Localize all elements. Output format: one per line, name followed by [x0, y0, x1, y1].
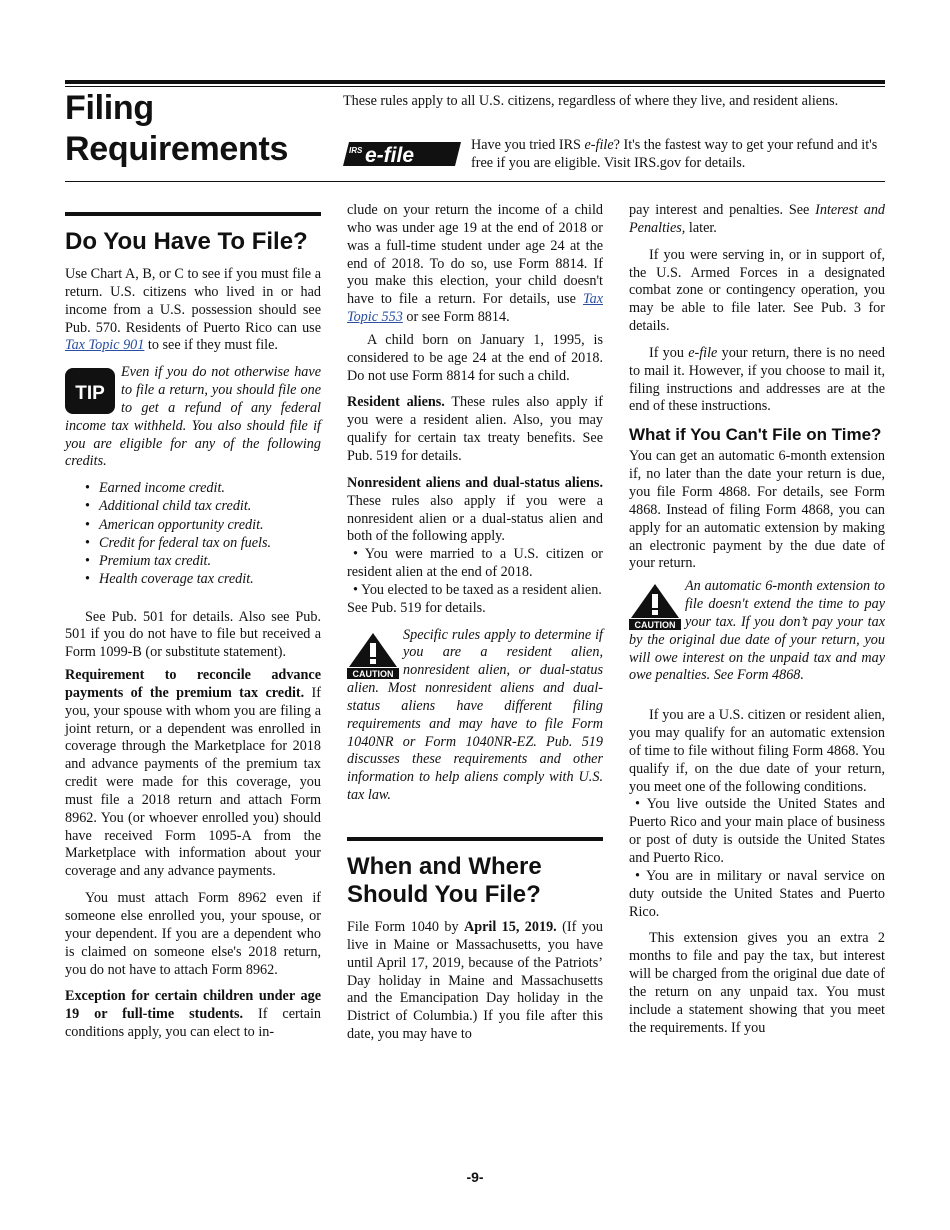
list-item: • Premium tax credit.: [85, 552, 321, 570]
section-heading-when-and-where: When and Where Should You File?: [347, 853, 542, 908]
list-item: • Earned income credit.: [85, 479, 321, 497]
efile-logo-small-text: IRS: [349, 146, 363, 155]
list-item: • Health coverage tax credit.: [85, 570, 321, 588]
list-item: • Credit for federal tax on fuels.: [85, 534, 321, 552]
caution-note: [629, 578, 885, 685]
paragraph: You can get an automatic 6-month extension if, no later than the date your return is due, you file Form 4868. For details, see Form 4868. Instead of filing Form 4868, you can apply for an automatic extension by making an electronic payment by the due date of your return.: [629, 448, 885, 572]
caution-text: An automatic 6-month extension to file doesn't extend the time to pay your tax. If you don’t pay your tax by the original due date of your return, you will owe interest on the unpaid tax and may owe penalties. See Form 4868.: [629, 578, 885, 684]
header-bottom-rule: [65, 181, 885, 182]
tip-text: Even if you do not otherwise have to file a return, you should file one to get a refund of any federal income tax withheld. You also should file if you are eligible for any of the following credits.: [65, 364, 321, 470]
section-rule: [65, 212, 321, 216]
irs-efile-logo-icon: [343, 140, 463, 168]
svg-text:CAUTION: CAUTION: [634, 620, 676, 631]
column-1: [65, 212, 321, 1042]
header-top-rule-thin: [65, 86, 885, 87]
credits-list: [85, 479, 321, 588]
header-top-rule: [65, 80, 885, 84]
section-heading-cant-file-on-time: What if You Can't File on Time?: [629, 425, 882, 445]
paragraph: Use Chart A, B, or C to see if you must file a return. U.S. citizens who lived in or had income from a U.S. possession should see Pub. 570. Residents of Puerto Rico can use Tax Topic 901 to see if they must file.: [65, 266, 321, 354]
tip-note: [65, 364, 321, 471]
page-title: Filing Requirements: [65, 89, 289, 168]
svg-text:TIP: TIP: [75, 383, 105, 405]
paragraph: You must attach Form 8962 even if someone else enrolled you, your spouse, or your dependent. If you are a dependent who is claimed on someone else's 2018 return, you do not have to attach Form 8962.: [65, 890, 321, 978]
paragraph: See Pub. 501 for details. Also see Pub. 501 if you do not have to file but received a Form 1099-B (or substitute statement).: [65, 608, 321, 661]
paragraph: pay interest and penalties. See Interest and Penalties, later.: [629, 202, 886, 236]
bullet-item: • You are in military or naval service on duty outside the United States and Puerto Rico.: [629, 867, 886, 920]
paragraph: This extension gives you an extra 2 months to file and pay the tax, but interest will be charged from the original due date of the return on any unpaid tax. You must include a statement showing that you meet the requirements. If you: [629, 930, 885, 1036]
paragraph: If you e-file your return, there is no need to mail it. However, if you choose to mail it, filing instructions and addresses are at the end of these instructions.: [629, 344, 885, 415]
paragraph: Nonresident aliens and dual-status aliens. These rules also apply if you were a nonresident alien or a dual-status alien and both of the following apply.: [347, 474, 603, 545]
bullet-item: • You live outside the United States and Puerto Rico and your main place of business or post of duty is outside the United States and Puerto Rico.: [629, 796, 885, 866]
paragraph: Requirement to reconcile advance payments of the premium tax credit. If you, your spouse with whom you are filing a joint return, or a dependent was enrolled in coverage through the Marketplace for 2018 and advance payments of the premium tax credit were made for this coverage, you must file a 2018 return and attach Form 8962. You (or whoever enrolled you) should have received Form 1095-A from the Marketplace with information about your coverage and any advance payments.: [65, 667, 321, 880]
paragraph: clude on your return the income of a child who was under age 19 at the end of 2018 or was a full-time student under age 24 at the end of 2018. To do so, use Form 8814. If you make this election, your child doesn't have to file a return. For details, use Tax Topic 553 or see Form 8814.: [347, 202, 603, 326]
section-rule: [347, 837, 603, 841]
paragraph: Exception for certain children under age 19 or full-time students. If certain conditions apply, you can elect to in-: [65, 988, 321, 1041]
paragraph: If you are a U.S. citizen or resident alien, you may qualify for an automatic extension of time to file without filing Form 4868. You qualify if, on the due date of your return, you meet one of the following conditions.: [629, 707, 885, 795]
caution-note: [347, 627, 603, 805]
svg-text:CAUTION: CAUTION: [352, 668, 394, 679]
column-2: [347, 202, 603, 1044]
header-intro: These rules apply to all U.S. citizens, regardless of where they live, and resident aliens.: [343, 93, 839, 109]
efile-promo: Have you tried IRS e-file? It's the fastest way to get your refund and it's free if you are eligible. Visit IRS.gov for details.: [471, 137, 878, 171]
list-item: • Additional child tax credit.: [85, 497, 321, 515]
paragraph: A child born on January 1, 1995, is considered to be age 24 at the end of 2018. Do not use Form 8814 for such a child.: [347, 331, 603, 384]
list-item: • American opportunity credit.: [85, 516, 321, 534]
efile-logo-text: e-file: [365, 144, 415, 167]
paragraph: If you were serving in, or in support of, the U.S. Armed Forces in a designated combat zone or contingency operation, you may be able to file later. See Pub. 3 for details.: [629, 246, 885, 335]
caution-icon: [629, 582, 681, 630]
page-number: -9-: [466, 1169, 484, 1185]
bullet-item: • You were married to a U.S. citizen or resident alien at the end of 2018.: [347, 546, 603, 581]
caution-icon: [347, 631, 399, 679]
tip-icon: [65, 368, 115, 414]
paragraph: Resident aliens. These rules also apply if you were a resident alien. Also, you may qualify for certain tax treaty benefits. See Pub. 519 for details.: [347, 394, 603, 464]
section-heading-do-you-have-to-file: Do You Have To File?: [65, 228, 308, 255]
tax-topic-553-link[interactable]: Tax Topic 553: [347, 291, 603, 326]
bullet-item: • You elected to be taxed as a resident alien.: [353, 581, 602, 598]
paragraph: File Form 1040 by April 15, 2019. (If you live in Maine or Massachusetts, you have until April 17, 2019, because of the Patriots’ Day holiday in Maine and Massachusetts and the Emancipation Day holiday in the District of Columbia.) If you file after this date, you may have to: [347, 919, 603, 1043]
paragraph: See Pub. 519 for details.: [347, 599, 486, 616]
tax-topic-901-link[interactable]: Tax Topic 901: [65, 337, 145, 354]
caution-text: Specific rules apply to determine if you are a resident alien, nonresident alien, or dual-status alien. Most nonresident aliens and dual-status aliens have different filing requirements and may have to file Form 1040NR or Form 1040NR-EZ. Pub. 519 discusses these requirements and other information to help aliens comply with U.S. tax law.: [347, 626, 603, 804]
column-3: [629, 202, 885, 1037]
